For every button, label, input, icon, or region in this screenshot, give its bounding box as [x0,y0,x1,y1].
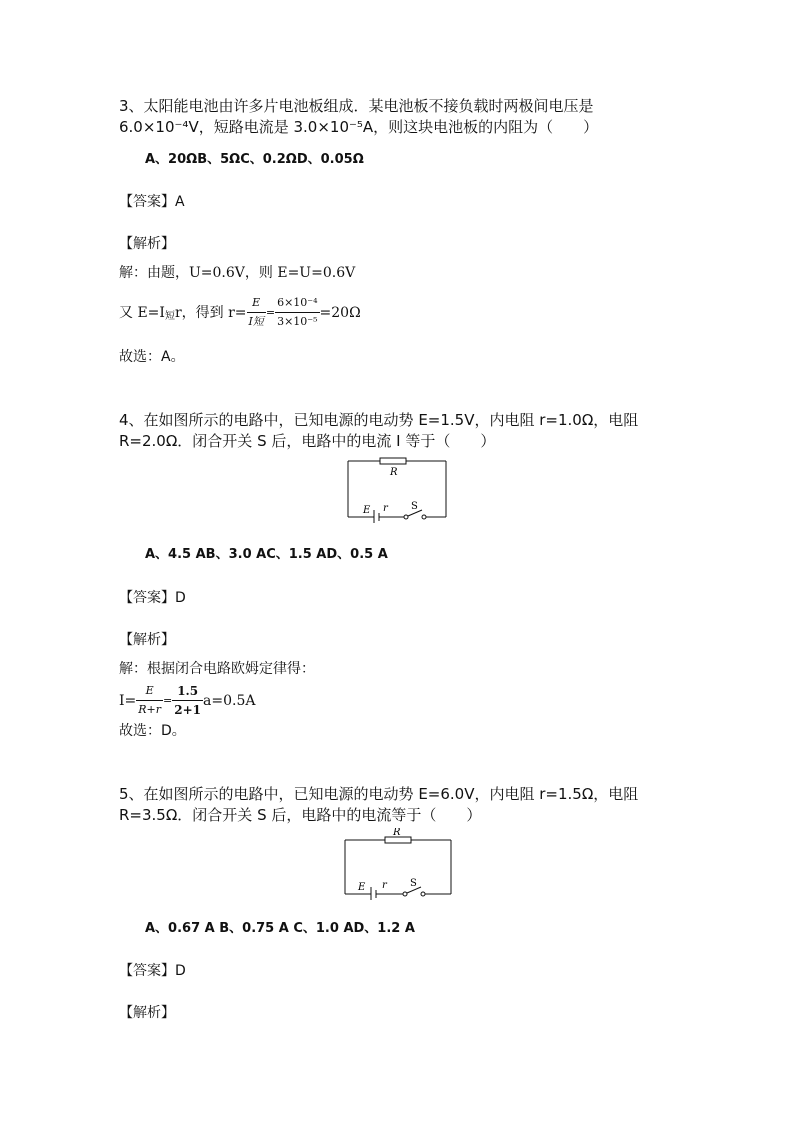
q3-sol2-result: =20Ω [319,304,361,321]
q3-solution-line1: 解：由题，U=0.6V，则 E=U=0.6V [119,265,356,281]
q4-eq1: = [163,693,173,707]
q4-frac1-den: R+r [136,700,163,719]
q3-fraction-values [275,294,319,331]
q4-stem-line2: R=2.0Ω．闭合开关 S 后，电路中的电流 I 等于（ ） [119,432,496,450]
q5-circuit-label-r-resistor: R [393,828,401,838]
q3-stem-line2: 6.0×10⁻⁴V，短路电流是 3.0×10⁻⁵A，则这块电池板的内阻为（ ） [119,118,599,136]
q3-eq1: = [265,305,276,319]
q4-solution-line1: 解：根据闭合电路欧姆定律得： [119,661,315,677]
q4-analysis-title: 【解析】 [119,632,175,648]
q3-fraction-e-over-i [247,294,266,331]
q3-analysis-title: 【解析】 [119,236,175,252]
q4-frac2-num: 1.5 [177,684,199,698]
q4-conclusion: 故选：D。 [119,723,186,739]
q4-options: A、4.5 AB、3.0 AC、1.5 AD、0.5 A [145,547,388,562]
q3-stem-line1: 3、太阳能电池由许多片电池板组成．某电池板不接负载时两极间电压是 [119,97,594,115]
q4-stem-line1: 4、在如图所示的电路中，已知电源的电动势 E=1.5V，内电阻 r=1.0Ω，电阻 [119,411,639,429]
q3-solution-line2 [119,294,361,331]
q4-circuit-label-e: E [363,505,371,516]
q4-sol2-result: a=0.5A [203,692,256,709]
q3-frac1-den: I短 [247,312,266,331]
q5-stem-line1: 5、在如图所示的电路中，已知电源的电动势 E=6.0V，内电阻 r=1.5Ω，电阻 [119,785,639,803]
q5-analysis-title: 【解析】 [119,1005,175,1021]
q5-options: A、0.67 A B、0.75 A C、1.0 AD、1.2 A [145,921,415,936]
q3-sol2-mid: r，得到 r= [174,304,247,321]
q4-circuit-label-r-internal: r [383,503,388,514]
q5-circuit-diagram [337,828,457,900]
q5-circuit-label-s: S [410,878,417,889]
q4-circuit-diagram [340,453,452,523]
q4-fraction-values [172,682,203,719]
q3-frac2-num: 6×10⁻⁴ [277,296,318,309]
q4-frac2-den: 2+1 [172,700,203,719]
q4-circuit-label-r-resistor: R [390,467,398,478]
q3-answer: 【答案】A [119,194,185,210]
q4-answer: 【答案】D [119,590,186,606]
q4-circuit-label-s: S [411,501,418,512]
q4-fraction-e-over-rr [136,682,163,719]
q3-frac1-num: E [252,296,261,309]
q3-sol2-prefix: 又 E=I [119,304,165,321]
q5-circuit-label-r-internal: r [382,880,387,891]
q5-stem-line2: R=3.5Ω．闭合开关 S 后，电路中的电流等于（ ） [119,806,482,824]
q5-answer: 【答案】D [119,963,186,979]
q4-frac1-num: E [145,684,154,697]
q3-conclusion: 故选：A。 [119,349,185,365]
q3-sol2-sub: 短 [164,310,175,322]
q3-frac2-den: 3×10⁻⁵ [275,312,319,331]
q4-solution-line2 [119,682,255,719]
q5-circuit-label-e: E [358,882,366,893]
q3-options: A、20ΩB、5ΩC、0.2ΩD、0.05Ω [145,152,364,167]
q4-sol2-prefix: I= [119,692,137,709]
